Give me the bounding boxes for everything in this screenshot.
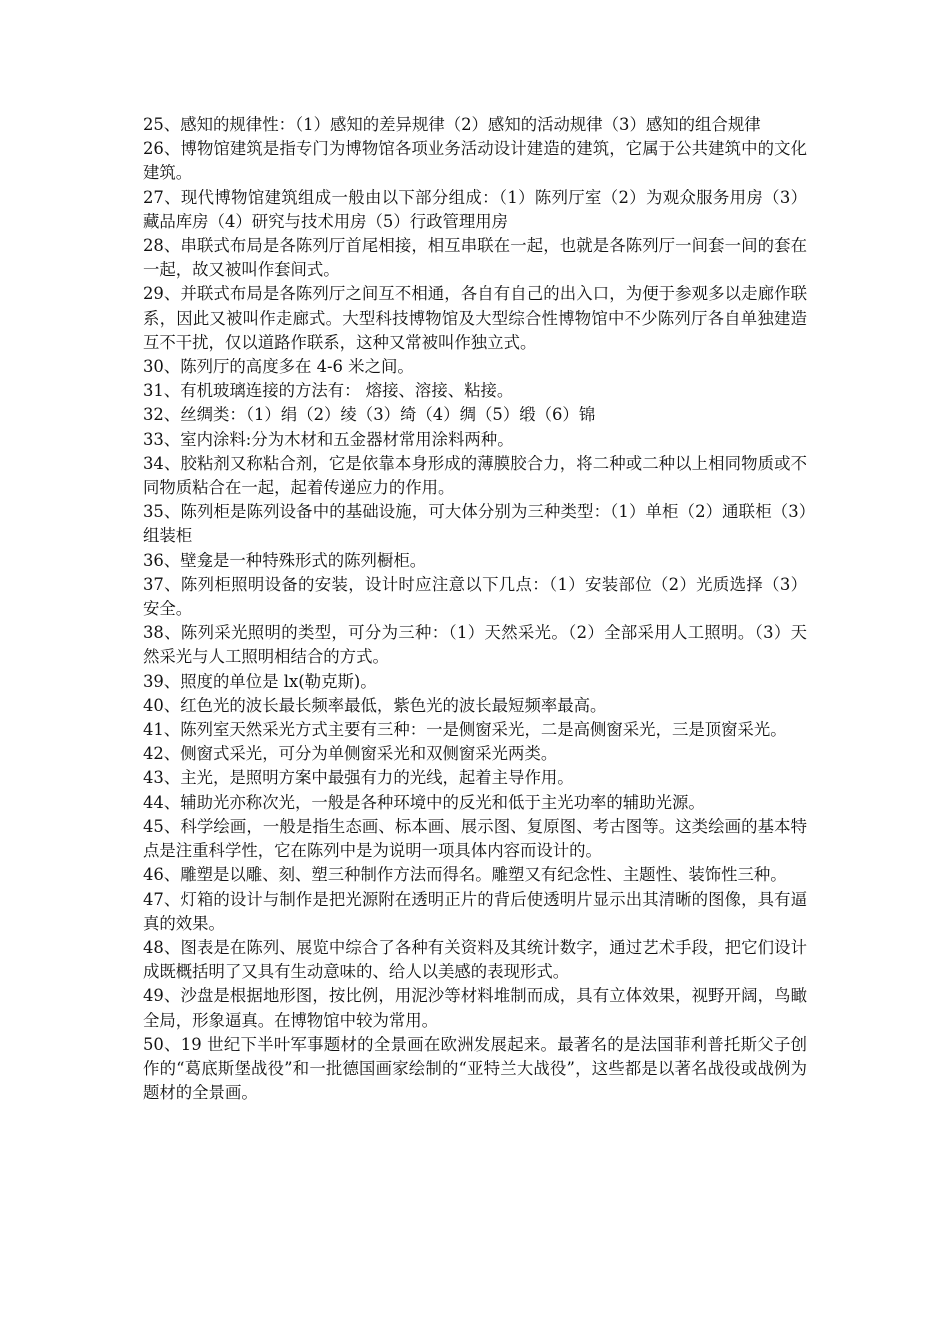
paragraph-30: 30、陈列厅的高度多在 4-6 米之间。 <box>143 357 414 377</box>
paragraph-27: 27、现代博物馆建筑组成一般由以下部分组成：（1）陈列厅室（2）为观众服务用房（3）藏品库房（4）研究与技术用房（5）行政管理用房 <box>143 187 807 231</box>
paragraph-50: 50、19 世纪下半叶军事题材的全景画在欧洲发展起来。最著名的是法国菲利普托斯父子创作的“葛底斯堡战役”和一批德国画家绘制的“亚特兰大战役”，这些都是以著名战役或战例为题材的全景画。 <box>143 1034 807 1103</box>
paragraph-37: 37、陈列柜照明设备的安装，设计时应注意以下几点：（1）安装部位（2）光质选择（3）安全。 <box>143 574 807 619</box>
paragraph-25: 25、感知的规律性：（1）感知的差异规律（2）感知的活动规律（3）感知的组合规律 <box>143 115 761 134</box>
paragraph-40: 40、红色光的波长最长频率最低，紫色光的波长最短频率最高。 <box>143 695 607 715</box>
paragraph-41: 41、陈列室天然采光方式主要有三种：一是侧窗采光，二是高侧窗采光，三是顶窗采光。 <box>143 720 787 740</box>
paragraph-46: 46、雕塑是以雕、刻、塑三种制作方法而得名。雕塑又有纪念性、主题性、装饰性三种。 <box>143 865 787 885</box>
paragraph-33: 33、室内涂料:分为木材和五金器材常用涂料两种。 <box>143 429 514 449</box>
paragraph-38: 38、陈列采光照明的类型，可分为三种：（1）天然采光。（2）全部采用人工照明。（3）天然采光与人工照明相结合的方式。 <box>143 623 807 667</box>
paragraph-32: 32、丝绸类：（1）绢（2）绫（3）绮（4）绸（5）缎（6）锦 <box>143 405 596 425</box>
paragraph-26: 26、博物馆建筑是指专门为博物馆各项业务活动设计建造的建筑，它属于公共建筑中的文化建筑。 <box>143 139 807 183</box>
paragraph-31: 31、有机玻璃连接的方法有： 熔接、溶接、粘接。 <box>143 381 514 401</box>
paragraph-36: 36、壁龛是一种特殊形式的陈列橱柜。 <box>143 550 427 570</box>
paragraph-45: 45、科学绘画，一般是指生态画、标本画、展示图、复原图、考古图等。这类绘画的基本特点是注重科学性，它在陈列中是为说明一项具体内容而设计的。 <box>143 816 807 861</box>
paragraph-49: 49、沙盘是根据地形图，按比例，用泥沙等材料堆制而成，具有立体效果，视野开阔，鸟瞰全局，形象逼真。在博物馆中较为常用。 <box>143 986 807 1030</box>
paragraph-42: 42、侧窗式采光，可分为单侧窗采光和双侧窗采光两类。 <box>143 744 558 764</box>
paragraph-39: 39、照度的单位是 lx(勒克斯)。 <box>143 671 377 691</box>
document-page <box>143 113 807 1105</box>
paragraph-34: 34、胶粘剂又称粘合剂，它是依靠本身形成的薄膜胶合力，将二种或二种以上相同物质或不同物质粘合在一起，起着传递应力的作用。 <box>143 453 807 498</box>
paragraph-44: 44、辅助光亦称次光，一般是各种环境中的反光和低于主光功率的辅助光源。 <box>143 792 705 812</box>
paragraph-48: 48、图表是在陈列、展览中综合了各种有关资料及其统计数字，通过艺术手段，把它们设计成既概括明了又具有生动意味的、给人以美感的表现形式。 <box>143 937 807 982</box>
paragraph-29: 29、并联式布局是各陈列厅之间互不相通，各自有自己的出入口，为便于参观多以走廊作联系，因此又被叫作走廊式。大型科技博物馆及大型综合性博物馆中不少陈列厅各自单独建造互不干扰，仅以道路作联系，这种又常被叫作独立式。 <box>143 284 807 352</box>
paragraph-28: 28、串联式布局是各陈列厅首尾相接，相互串联在一起，也就是各陈列厅一间套一间的套在一起，故又被叫作套间式。 <box>143 236 807 280</box>
paragraph-43: 43、主光，是照明方案中最强有力的光线，起着主导作用。 <box>143 768 574 788</box>
paragraph-35: 35、陈列柜是陈列设备中的基础设施，可大体分别为三种类型：（1）单柜（2）通联柜（3）组装柜 <box>143 502 807 546</box>
paragraph-47: 47、灯箱的设计与制作是把光源附在透明正片的背后使透明片显示出其清晰的图像，具有逼真的效果。 <box>143 889 807 933</box>
